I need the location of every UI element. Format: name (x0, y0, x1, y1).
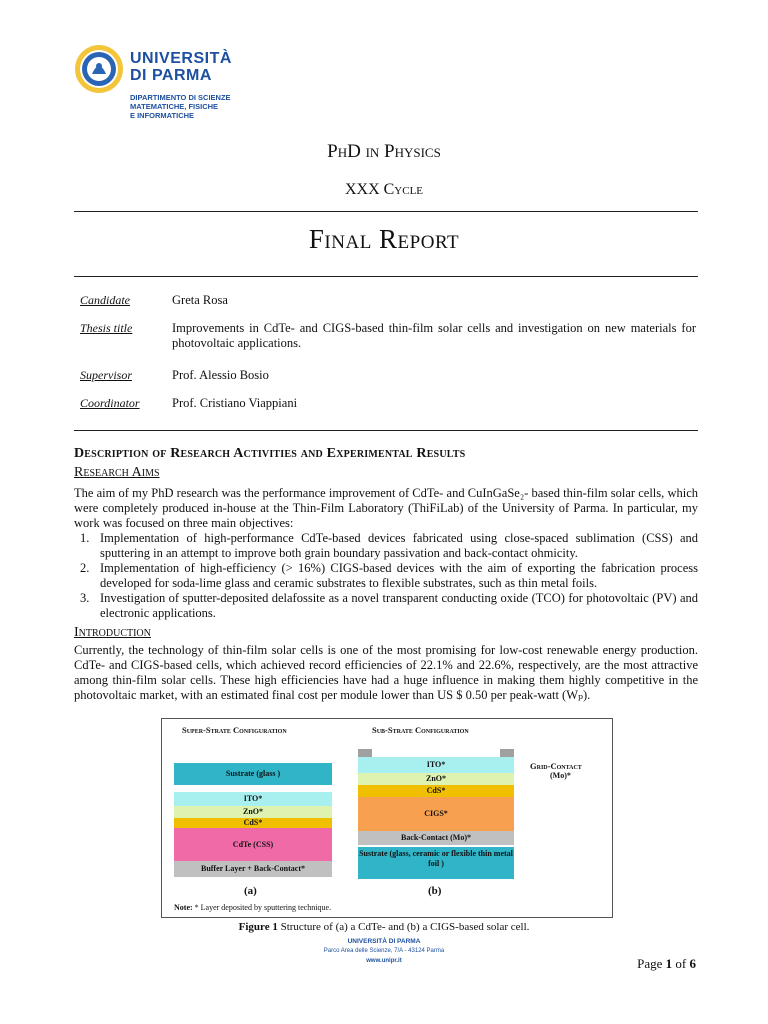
university-name-line2: DI PARMA (130, 67, 212, 84)
candidate-value: Greta Rosa (172, 293, 228, 307)
page-mid: of (672, 956, 690, 971)
thesis-title-label: Thesis title (80, 321, 133, 335)
department-line1: DIPARTIMENTO DI SCIENZE (130, 93, 231, 102)
solar-cell-structure-figure (161, 718, 613, 918)
right-layer-cigs: CIGS* (358, 797, 514, 831)
program-title: PhD in Physics (327, 141, 441, 162)
supervisor-label: Supervisor (80, 368, 132, 382)
figure-note-text: * Layer deposited by sputtering technique. (194, 903, 332, 912)
list-item (74, 531, 698, 561)
left-layer-cdte: CdTe (CSS) (174, 828, 332, 861)
figure-note (174, 903, 331, 912)
figure-caption-label: Figure 1 (238, 921, 278, 933)
section-heading: Description of Research Activities and Experimental Results (74, 446, 466, 461)
list-item-text: Investigation of sputter-deposited delafossite as a novel transparent conducting oxide (TCO) for photovoltaic (PV) and electronic applications. (100, 591, 698, 620)
university-name-line1: UNIVERSITÀ (130, 50, 232, 67)
sub-strate-heading: Sub-Strate Configuration (372, 725, 469, 735)
right-layer-ito: ITO* (358, 757, 514, 773)
research-aims-heading: Research Aims (74, 465, 160, 480)
figure-note-label: Note: (174, 903, 193, 912)
report-title: Final Report (308, 224, 460, 254)
divider-mid (74, 276, 698, 277)
university-seal-logo (74, 44, 124, 94)
footer-website: www.unipr.it (366, 958, 402, 964)
list-item-number: 2. (80, 561, 90, 575)
list-item-text: Implementation of high-efficiency (> 16%) CIGS-based devices with the aim of exporting the fabrication process developed for soda-lime glass and ceramic substrates to flexible substrates, such as thin metal foils. (100, 561, 698, 590)
left-layer-cds: CdS* (174, 818, 332, 828)
cycle-title: XXX Cycle (344, 181, 424, 198)
grid-contact-sub: (Mo)* (550, 771, 571, 780)
introduction-heading: Introduction (74, 625, 151, 640)
supervisor-value: Prof. Alessio Bosio (172, 368, 269, 382)
list-item-number: 1. (80, 531, 90, 545)
right-layer-substrate: Sustrate (glass, ceramic or flexible thin metal foil ) (358, 847, 514, 879)
grid-contact-left (358, 749, 372, 757)
candidate-label: Candidate (80, 293, 130, 307)
left-layer-back-contact: Buffer Layer + Back-Contact* (174, 861, 332, 877)
footer-university: UNIVERSITÀ DI PARMA (347, 938, 421, 945)
divider-top (74, 211, 698, 212)
left-layer-zno: ZnO* (174, 806, 332, 818)
coordinator-value: Prof. Cristiano Viappiani (172, 396, 298, 410)
research-aims-paragraph: The aim of my PhD research was the performance improvement of CdTe- and CuInGaSe₂- based thin-film solar cells, which were completely produced in-house at the Thin-Film Laboratory (ThiFiLab) of the University of Parma. In particular, my work was focused on three main objectives: (74, 486, 698, 530)
university-name (130, 50, 232, 84)
right-layer-cds: CdS* (358, 785, 514, 797)
label-a: (a) (244, 885, 257, 897)
introduction-paragraph: Currently, the technology of thin-film solar cells is one of the most promising for low-cost renewable energy production. CdTe- and CIGS-based cells, which achieved record efficiencies of 22.1% and 22.6%, respectively, are the most attractive among thin-film solar cells. These high efficiencies have had a huge influence in making them highly competitive in the photovoltaic market, with an estimated final cost per module lower than US $ 0.50 per peak-watt (Wₚ). (74, 643, 698, 702)
divider-bottom (74, 430, 698, 431)
department-line3: E INFORMATICHE (130, 111, 195, 120)
page-number (600, 956, 696, 972)
label-b: (b) (428, 885, 442, 897)
right-layer-zno: ZnO* (358, 773, 514, 785)
page-current: 1 (665, 956, 673, 971)
left-layer-substrate: Sustrate (glass ) (174, 763, 332, 785)
super-strate-heading: Super-Strate Configuration (182, 725, 287, 735)
figure-caption-text: Structure of (a) a CdTe- and (b) a CIGS-based solar cell. (277, 921, 530, 933)
department-line2: MATEMATICHE, FISICHE (130, 102, 219, 111)
grid-contact-right (500, 749, 514, 757)
list-item (74, 591, 698, 621)
right-layer-back-contact: Back-Contact (Mo)* (358, 831, 514, 845)
footer-address: Parco Area delle Scienze, 7/A - 43124 Parma (323, 948, 445, 954)
thesis-title-value: Improvements in CdTe- and CIGS-based thin-film solar cells and investigation on new materials for photovoltaic applications. (172, 321, 696, 350)
page-prefix: Page (637, 956, 666, 971)
department-name (130, 93, 231, 120)
coordinator-label: Coordinator (80, 396, 140, 410)
grid-contact-label: Grid-Contact (530, 761, 582, 771)
list-item-number: 3. (80, 591, 90, 605)
figure-caption (0, 921, 768, 933)
list-item (74, 561, 698, 591)
page-total: 6 (689, 956, 696, 971)
left-layer-ito: ITO* (174, 792, 332, 806)
list-item-text: Implementation of high-performance CdTe-based devices fabricated using close-spaced sublimation (CSS) and sputtering in an attempt to improve both grain boundary passivation and back-contact ohmicity. (100, 531, 698, 560)
